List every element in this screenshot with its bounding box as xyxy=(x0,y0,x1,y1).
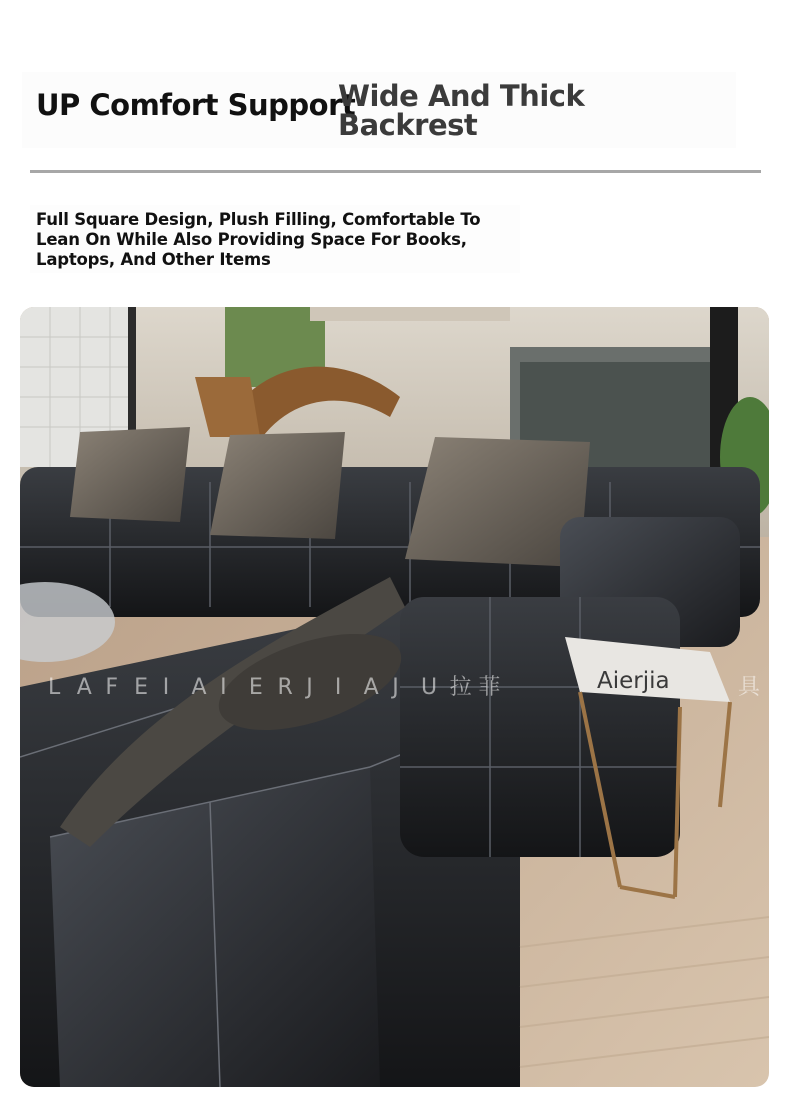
watermark-char: I xyxy=(220,675,227,700)
watermark-char: A xyxy=(76,675,92,700)
watermark-char: J xyxy=(306,675,313,700)
watermark-char: J xyxy=(392,675,399,700)
watermark-char: E xyxy=(248,675,263,700)
watermark-char: 拉 xyxy=(449,675,472,700)
watermark-char: R xyxy=(277,675,293,700)
watermark-char: L xyxy=(48,675,61,700)
watermark-letters xyxy=(48,670,507,701)
page-title: UP Comfort Support xyxy=(36,88,356,122)
watermark-brand: Aierjia xyxy=(597,668,670,694)
watermark-char: 菲 xyxy=(478,675,501,700)
page-subtitle: Wide And Thick Backrest xyxy=(338,79,585,142)
watermark-char: A xyxy=(363,675,379,700)
divider xyxy=(30,170,761,173)
watermark-char: I xyxy=(162,675,170,700)
watermark-char: U xyxy=(420,675,438,700)
watermark-char: F xyxy=(105,675,119,700)
watermark-char: E xyxy=(134,675,148,700)
product-description: Full Square Design, Plush Filling, Comfortable To Lean On While Also Providing Space For Books, Laptops, And Other Items xyxy=(36,210,481,269)
watermark-end-char: 具 xyxy=(738,675,761,700)
watermark-char: I xyxy=(334,675,342,700)
watermark-char: A xyxy=(191,675,207,700)
